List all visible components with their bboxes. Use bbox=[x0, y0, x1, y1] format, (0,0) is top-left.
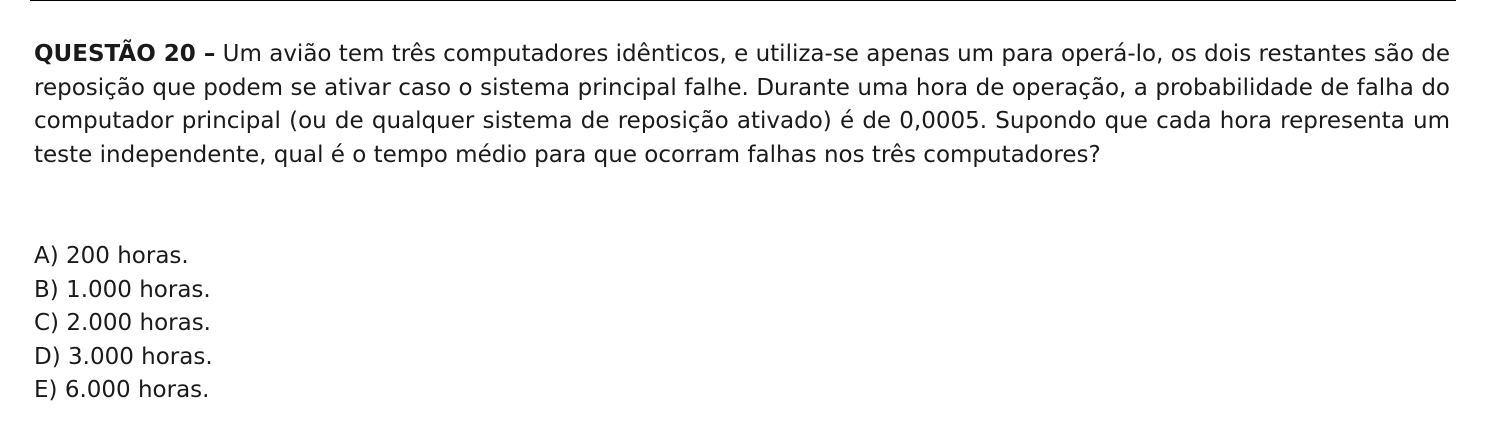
option-a: A) 200 horas. bbox=[34, 243, 189, 269]
question-text bbox=[34, 38, 1450, 172]
option-b: B) 1.000 horas. bbox=[34, 276, 211, 303]
question-label: QUESTÃO 20 – bbox=[34, 41, 216, 67]
option-d: D) 3.000 horas. bbox=[34, 343, 213, 370]
answer-options bbox=[34, 240, 213, 408]
question-body: Um avião tem três computadores idênticos, e utiliza-se apenas um para operá-lo, os dois restantes são de reposição que podem se ativar caso o sistema principal falhe. Durante uma hora de operação, a probabilidade de falha do computador principal (ou de qualquer sistema de reposição ativado) é de 0,0005. Supondo que cada hora representa um teste independente, qual é o tempo médio para que ocorram falhas nos três computadores? bbox=[34, 41, 1450, 168]
option-c: C) 2.000 horas. bbox=[34, 310, 211, 336]
top-divider bbox=[30, 0, 1456, 1]
option-e: E) 6.000 horas. bbox=[34, 377, 210, 403]
